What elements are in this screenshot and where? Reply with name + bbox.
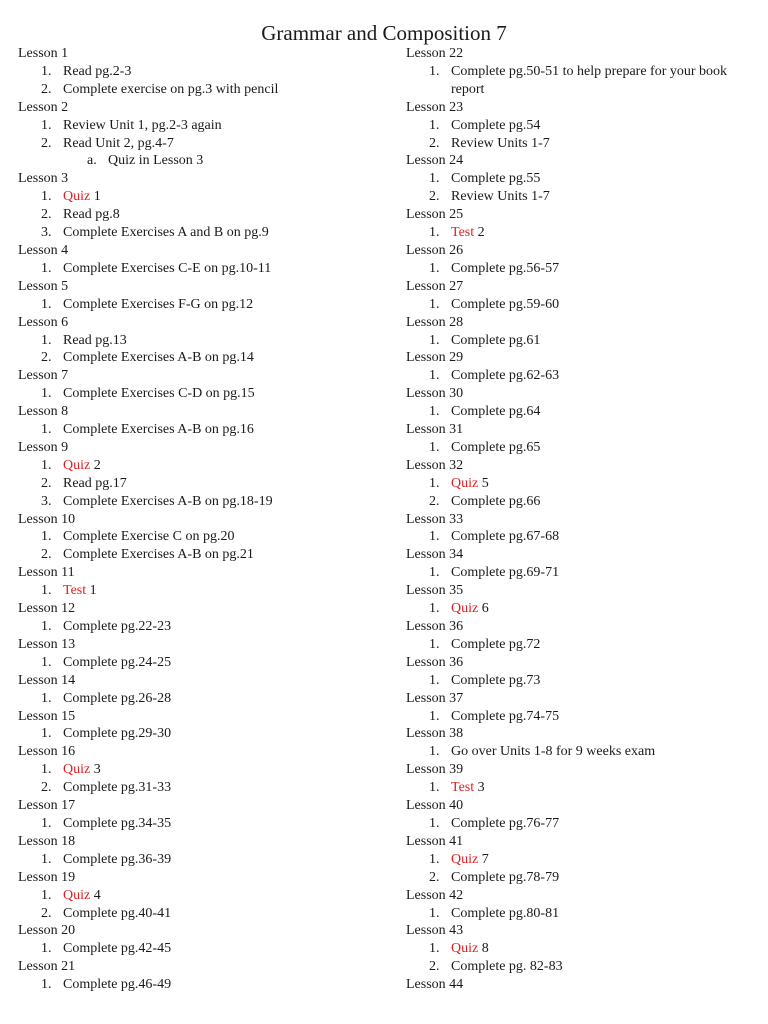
lesson-heading: Lesson 7	[18, 368, 69, 384]
list-item-text: 8	[478, 941, 489, 957]
list-number: 1.	[41, 583, 52, 599]
list-number: 1.	[41, 619, 52, 634]
lesson-heading: Lesson 6	[18, 314, 69, 330]
list-item	[18, 725, 390, 743]
list-item-text: Complete pg.66	[451, 493, 541, 509]
list-item	[406, 743, 756, 761]
list-item-text: Complete Exercises C-E on pg.10-11	[63, 260, 272, 276]
assessment-label: Quiz	[63, 189, 91, 205]
list-item	[406, 475, 756, 493]
list-number: 1.	[429, 475, 440, 491]
list-item	[18, 224, 390, 242]
sub-list-letter: a.	[87, 153, 97, 169]
list-number: 1.	[429, 941, 440, 957]
list-number: 1.	[41, 887, 52, 903]
lesson-block	[406, 278, 756, 314]
list-number: 1.	[41, 690, 52, 706]
list-item-text: Complete exercise on pg.3 with pencil	[63, 81, 279, 97]
lesson-heading: Lesson 9	[18, 439, 69, 455]
lesson-block	[18, 564, 390, 600]
list-item	[18, 761, 390, 779]
list-item-text: Complete pg.80-81	[451, 905, 560, 921]
lesson-heading: Lesson 23	[406, 99, 464, 115]
lesson-heading: Lesson 3	[18, 171, 69, 187]
lesson-heading: Lesson 11	[18, 565, 75, 581]
lesson-block	[406, 976, 756, 994]
lesson-heading: Lesson 33	[406, 511, 464, 527]
assessment-label: Quiz	[63, 887, 91, 903]
lesson-heading: Lesson 21	[18, 959, 76, 975]
list-number: 1.	[429, 708, 440, 724]
lesson-heading: Lesson 18	[18, 833, 76, 849]
list-number: 1.	[41, 117, 52, 133]
list-item	[406, 851, 756, 869]
list-number: 1.	[429, 565, 440, 581]
lesson-heading: Lesson 22	[406, 46, 464, 61]
list-item-text: Complete Exercises A-B on pg.16	[63, 422, 254, 438]
lesson-block	[18, 367, 390, 403]
document-title: Grammar and Composition 7	[261, 21, 507, 45]
list-item-text: Review Units 1-7	[451, 189, 550, 205]
sub-list-item	[18, 152, 390, 170]
list-item	[18, 815, 390, 833]
lesson-block	[18, 314, 390, 368]
lesson-block	[18, 922, 390, 958]
lesson-block	[18, 511, 390, 565]
assessment-label: Quiz	[451, 851, 479, 867]
list-item-text: Read Unit 2, pg.4-7	[63, 135, 174, 151]
list-item	[18, 457, 390, 475]
list-number: 1.	[429, 672, 440, 688]
lesson-heading: Lesson 5	[18, 278, 69, 294]
list-number: 1.	[429, 529, 440, 545]
list-item-text: 7	[478, 851, 489, 867]
lesson-block	[18, 45, 390, 99]
lesson-heading: Lesson 36	[406, 654, 464, 670]
list-number: 1.	[41, 63, 52, 79]
list-item-text: 5	[478, 475, 489, 491]
list-item-text: Complete Exercises A-B on pg.21	[63, 547, 254, 563]
lesson-heading: Lesson 8	[18, 404, 69, 420]
list-number: 1.	[41, 296, 52, 312]
list-item	[406, 439, 756, 457]
list-number: 1.	[429, 780, 440, 796]
list-item	[406, 188, 756, 206]
list-number: 1.	[429, 851, 440, 867]
list-item	[18, 63, 390, 81]
list-item	[18, 940, 390, 958]
list-item-text: Complete pg.54	[451, 117, 541, 133]
list-number: 1.	[429, 636, 440, 652]
lesson-block	[18, 958, 390, 994]
lesson-block	[406, 833, 756, 887]
list-item	[18, 528, 390, 546]
list-item-text: Complete Exercise C on pg.20	[63, 529, 235, 545]
lesson-heading: Lesson 38	[406, 726, 464, 742]
lesson-heading: Lesson 36	[406, 619, 464, 634]
list-item	[18, 905, 390, 923]
list-number: 2.	[429, 189, 440, 205]
assessment-label: Test	[63, 583, 87, 599]
list-item-text: Complete pg.46-49	[63, 977, 172, 993]
lesson-heading: Lesson 28	[406, 314, 464, 330]
lesson-heading: Lesson 31	[406, 422, 464, 438]
list-item-text: Complete pg.56-57	[451, 260, 560, 276]
lesson-heading: Lesson 20	[18, 923, 76, 939]
list-item	[18, 421, 390, 439]
list-item-text: Complete Exercises A-B on pg.14	[63, 350, 254, 366]
list-number: 1.	[429, 296, 440, 312]
list-item-text: Complete pg.73	[451, 672, 541, 688]
list-item	[18, 332, 390, 350]
lesson-block	[18, 869, 390, 923]
list-item-text: Complete pg.62-63	[451, 368, 560, 384]
list-item	[18, 260, 390, 278]
lesson-heading: Lesson 19	[18, 869, 76, 885]
list-number: 2.	[41, 547, 52, 563]
list-item	[406, 600, 756, 618]
lesson-heading: Lesson 27	[406, 278, 464, 294]
list-item-text: Complete Exercises C-D on pg.15	[63, 386, 255, 402]
list-item	[18, 81, 390, 99]
list-item	[406, 493, 756, 511]
list-item	[406, 367, 756, 385]
lesson-heading: Lesson 2	[18, 99, 69, 115]
assessment-label: Quiz	[451, 941, 479, 957]
lesson-block	[406, 314, 756, 350]
lesson-block	[18, 833, 390, 869]
list-item-text: Complete pg.34-35	[63, 815, 172, 831]
list-item-text: Complete pg. 82-83	[451, 959, 563, 975]
list-item	[18, 851, 390, 869]
list-item	[18, 546, 390, 564]
list-number: 3.	[41, 225, 52, 241]
list-item-text: Complete pg.64	[451, 404, 541, 420]
lesson-block	[406, 152, 756, 206]
list-item	[18, 188, 390, 206]
assessment-label: Quiz	[63, 762, 91, 778]
lesson-block	[406, 99, 756, 153]
list-number: 1.	[41, 726, 52, 742]
list-item	[18, 618, 390, 636]
list-number: 1.	[429, 260, 440, 276]
lesson-block	[406, 421, 756, 457]
lesson-heading: Lesson 32	[406, 457, 464, 473]
list-item-text: 6	[478, 601, 489, 617]
list-item-text: Read pg.8	[63, 207, 120, 223]
list-item	[406, 779, 756, 797]
list-number: 1.	[429, 63, 440, 79]
list-item	[406, 403, 756, 421]
list-item	[18, 779, 390, 797]
list-item-text: Review Unit 1, pg.2-3 again	[63, 117, 222, 133]
lesson-block	[406, 887, 756, 923]
list-item-text: Complete pg.50-51 to help prepare for your book report	[451, 63, 728, 97]
lesson-block	[18, 636, 390, 672]
list-number: 1.	[429, 332, 440, 348]
list-number: 1.	[41, 977, 52, 993]
list-item-text: Complete pg.69-71	[451, 565, 560, 581]
lesson-block	[406, 242, 756, 278]
list-number: 2.	[429, 135, 440, 151]
assessment-label: Quiz	[451, 475, 479, 491]
lesson-heading: Lesson 42	[406, 887, 464, 903]
list-item-text: Complete pg.72	[451, 636, 541, 652]
lesson-block	[406, 385, 756, 421]
list-item	[406, 135, 756, 153]
list-item	[406, 528, 756, 546]
list-item-text: Complete pg.29-30	[63, 726, 172, 742]
lesson-block	[18, 170, 390, 242]
list-number: 1.	[429, 744, 440, 760]
list-item-text: Complete pg.76-77	[451, 815, 560, 831]
lesson-heading: Lesson 1	[18, 46, 69, 61]
list-item	[18, 976, 390, 994]
list-item	[18, 582, 390, 600]
list-number: 1.	[41, 654, 52, 670]
list-item	[406, 224, 756, 242]
list-number: 1.	[41, 457, 52, 473]
assessment-label: Test	[451, 225, 475, 241]
lesson-heading: Lesson 17	[18, 798, 76, 814]
list-item-text: 1	[86, 583, 97, 599]
list-item	[406, 296, 756, 314]
lesson-block	[406, 725, 756, 761]
list-item-text: 3	[474, 780, 485, 796]
list-number: 1.	[41, 762, 52, 778]
list-item	[406, 869, 756, 887]
assessment-label: Quiz	[451, 601, 479, 617]
list-item-text: Complete pg.74-75	[451, 708, 560, 724]
lesson-heading: Lesson 12	[18, 601, 76, 617]
list-item	[406, 564, 756, 582]
lesson-block	[406, 582, 756, 618]
lesson-heading: Lesson 40	[406, 798, 464, 814]
lesson-block	[406, 206, 756, 242]
list-item-text: Complete pg.42-45	[63, 941, 172, 957]
list-number: 1.	[41, 189, 52, 205]
list-number: 1.	[41, 260, 52, 276]
lesson-block	[18, 99, 390, 171]
list-number: 1.	[429, 404, 440, 420]
list-item	[18, 349, 390, 367]
list-item-text: Complete Exercises A and B on pg.9	[63, 225, 269, 241]
lesson-heading: Lesson 39	[406, 762, 464, 778]
list-number: 2.	[41, 780, 52, 796]
list-item-text: 1	[90, 189, 101, 205]
lesson-heading: Lesson 35	[406, 583, 464, 599]
list-item	[406, 815, 756, 833]
list-item	[406, 905, 756, 923]
list-number: 2.	[41, 81, 52, 97]
list-item-text: Review Units 1-7	[451, 135, 550, 151]
list-item-text: Complete pg.67-68	[451, 529, 560, 545]
lesson-block	[18, 672, 390, 708]
lesson-block	[406, 511, 756, 547]
lesson-heading: Lesson 15	[18, 708, 76, 724]
lesson-heading: Lesson 34	[406, 547, 464, 563]
list-number: 1.	[429, 601, 440, 617]
lesson-block	[406, 457, 756, 511]
list-item	[406, 63, 756, 99]
lesson-heading: Lesson 16	[18, 744, 76, 760]
list-item-text: 4	[90, 887, 101, 903]
assessment-label: Quiz	[63, 457, 91, 473]
list-item	[406, 636, 756, 654]
list-number: 1.	[41, 941, 52, 957]
list-item-text: Complete pg.31-33	[63, 780, 172, 796]
lesson-block	[406, 349, 756, 385]
lesson-block	[18, 403, 390, 439]
list-number: 1.	[41, 386, 52, 402]
lesson-block	[406, 654, 756, 690]
lesson-block	[18, 278, 390, 314]
list-item-text: Complete pg.24-25	[63, 654, 172, 670]
list-item	[406, 170, 756, 188]
list-item-text: Complete pg.59-60	[451, 296, 560, 312]
lesson-heading: Lesson 44	[406, 977, 464, 993]
list-item	[18, 385, 390, 403]
list-number: 1.	[429, 905, 440, 921]
list-number: 1.	[41, 815, 52, 831]
list-item	[18, 654, 390, 672]
list-number: 1.	[41, 851, 52, 867]
lesson-heading: Lesson 24	[406, 153, 464, 169]
list-item	[18, 475, 390, 493]
lesson-block	[18, 600, 390, 636]
list-item	[406, 332, 756, 350]
lesson-block	[18, 743, 390, 797]
list-item	[406, 260, 756, 278]
list-item-text: Complete Exercises F-G on pg.12	[63, 296, 254, 312]
list-number: 2.	[429, 869, 440, 885]
assessment-label: Test	[451, 780, 475, 796]
list-number: 1.	[429, 439, 440, 455]
lesson-block	[406, 45, 756, 99]
lesson-heading: Lesson 25	[406, 207, 464, 223]
list-number: 1.	[41, 422, 52, 438]
list-item-text: Complete pg.65	[451, 439, 541, 455]
list-item-text: Complete pg.61	[451, 332, 541, 348]
list-item-text: 2	[474, 225, 485, 241]
list-item	[18, 690, 390, 708]
list-item	[406, 708, 756, 726]
list-item-text: 2	[90, 457, 101, 473]
lesson-heading: Lesson 14	[18, 672, 76, 688]
lesson-block	[406, 546, 756, 582]
list-item	[406, 940, 756, 958]
list-number: 1.	[41, 529, 52, 545]
list-item	[406, 958, 756, 976]
list-item	[18, 296, 390, 314]
lesson-heading: Lesson 26	[406, 242, 464, 258]
list-item	[18, 117, 390, 135]
lesson-block	[18, 797, 390, 833]
list-number: 1.	[429, 171, 440, 187]
lesson-heading: Lesson 41	[406, 833, 464, 849]
list-number: 3.	[41, 493, 52, 509]
list-item	[18, 493, 390, 511]
lesson-block	[406, 618, 756, 654]
lesson-heading: Lesson 29	[406, 350, 464, 366]
list-number: 2.	[41, 207, 52, 223]
list-item-text: Complete pg.40-41	[63, 905, 172, 921]
right-column	[406, 45, 756, 994]
lesson-heading: Lesson 4	[18, 242, 69, 258]
list-item-text: Go over Units 1-8 for 9 weeks exam	[451, 744, 656, 760]
list-item	[18, 206, 390, 224]
list-number: 1.	[429, 368, 440, 384]
list-number: 1.	[429, 815, 440, 831]
list-item-text: Complete Exercises A-B on pg.18-19	[63, 493, 273, 509]
list-number: 2.	[41, 475, 52, 491]
lesson-block	[18, 708, 390, 744]
left-column	[18, 45, 390, 994]
lesson-heading: Lesson 43	[406, 923, 464, 939]
list-number: 2.	[41, 135, 52, 151]
sub-list-item-text: Quiz in Lesson 3	[108, 153, 204, 169]
list-item-text: Read pg.2-3	[63, 63, 132, 79]
lesson-block	[406, 922, 756, 976]
list-number: 2.	[41, 350, 52, 366]
list-item-text: 3	[90, 762, 101, 778]
list-number: 1.	[429, 225, 440, 241]
list-item-text: Read pg.13	[63, 332, 127, 348]
list-number: 2.	[429, 493, 440, 509]
lesson-block	[406, 797, 756, 833]
list-item	[406, 672, 756, 690]
list-item-text: Complete pg.78-79	[451, 869, 560, 885]
list-item-text: Complete pg.22-23	[63, 619, 172, 634]
list-item	[18, 135, 390, 153]
list-number: 2.	[429, 959, 440, 975]
list-number: 1.	[41, 332, 52, 348]
lesson-block	[406, 761, 756, 797]
list-number: 2.	[41, 905, 52, 921]
lesson-heading: Lesson 30	[406, 386, 464, 402]
list-item-text: Read pg.17	[63, 475, 127, 491]
list-item	[18, 887, 390, 905]
list-item-text: Complete pg.36-39	[63, 851, 172, 867]
list-item-text: Complete pg.26-28	[63, 690, 172, 706]
lesson-heading: Lesson 13	[18, 636, 76, 652]
list-item	[406, 117, 756, 135]
list-item-text: Complete pg.55	[451, 171, 541, 187]
lesson-block	[18, 242, 390, 278]
lesson-heading: Lesson 10	[18, 511, 76, 527]
lesson-block	[406, 690, 756, 726]
lesson-block	[18, 439, 390, 511]
list-number: 1.	[429, 117, 440, 133]
lesson-heading: Lesson 37	[406, 690, 464, 706]
